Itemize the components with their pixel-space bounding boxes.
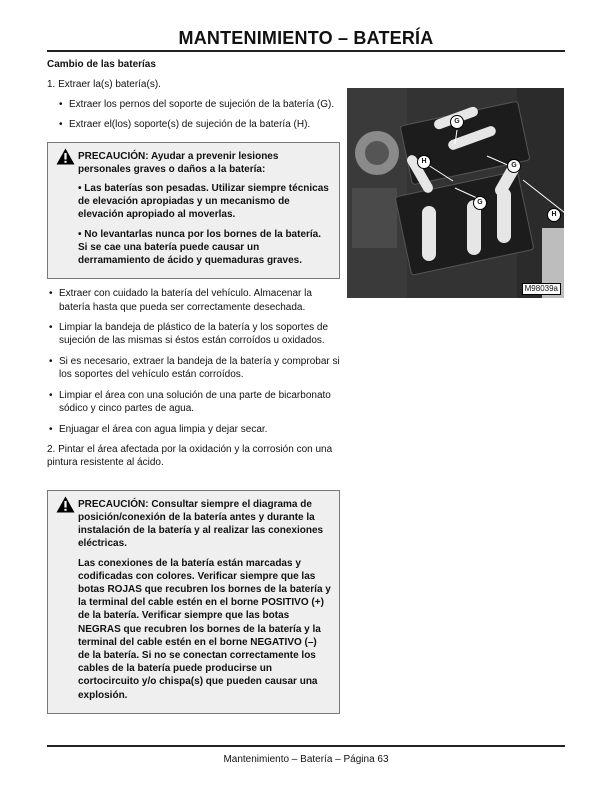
caution-point: • No levantarlas nunca por los bornes de la batería. Si se cae una batería puede causar un derramamiento de ácido y quemaduras graves. (78, 228, 322, 267)
callout-g: G (450, 115, 464, 129)
caution-box-lifting (47, 142, 340, 280)
callout-g: G (473, 196, 487, 210)
procedure-bullet: • Enjuagar el área con agua limpia y dejar secar. (47, 423, 340, 436)
procedure-bullet: • Si es necesario, extraer la bandeja de la batería y comprobar si los soportes del vehículo están corroídos. (47, 355, 340, 382)
page-title: MANTENIMIENTO – BATERÍA (178, 28, 434, 48)
procedure-bullet: • Limpiar el área con una solución de una parte de bicarbonato sódico y cinco partes de agua. (47, 389, 340, 416)
step-1: 1. Extraer la(s) batería(s). (47, 79, 161, 91)
step1-bullet: • Extraer los pernos del soporte de sujeción de la batería (G). (57, 98, 340, 111)
procedure-bullet: • Limpiar la bandeja de plástico de la batería y los soportes de sujeción de las mismas si éstos están corroídos u oxidados. (47, 321, 340, 348)
warning-triangle-icon (56, 496, 78, 557)
footer-rule (47, 745, 565, 747)
warning-triangle-icon (56, 148, 78, 182)
step1-bullet: • Extraer el(los) soporte(s) de sujeción de la batería (H). (57, 118, 340, 131)
section-heading: Cambio de las baterías (47, 59, 156, 70)
text-column (47, 58, 340, 722)
caution-point: • Las baterías son pesadas. Utilizar siempre técnicas de elevación apropiadas y un mecanismo de elevación apropiado al moverlas. (78, 183, 329, 221)
procedure-bullet: • Extraer con cuidado la batería del vehículo. Almacenar la batería hasta que pueda ser correctamente desechada. (47, 287, 340, 314)
callout-h: H (547, 208, 561, 222)
step-2: 2. Pintar el área afectada por la oxidación y la corrosión con una pintura resistente al ácido. (47, 443, 333, 469)
callout-h: H (417, 155, 431, 169)
caution-heading: PRECAUCIÓN: Consultar siempre el diagrama de posición/conexión de la batería antes y durante la instalación de la batería y al realizar las conexiones eléctricas. (78, 498, 324, 550)
caution-heading: PRECAUCIÓN: Ayudar a prevenir lesiones personales graves o daños a la batería: (78, 150, 279, 175)
battery-photo (347, 88, 564, 298)
figure-id: M98039a (522, 283, 561, 295)
callout-g: G (507, 159, 521, 173)
caution-point: Las conexiones de la batería están marcadas y codificadas con colores. Verificar siempre que las botas ROJAS que recubren los bornes de la batería y la terminal del cable estén en el borne POSITIVO (+) de la batería. Verificar siempre que las botas NEGRAS que recubren los bornes de la batería y la terminal del cable estén en el borne NEGATIVO (–) de la batería. Si no se conectan correctamente los cables de la batería puede producirse un cortocircuito y/o chispa(s) que pueden causar una explosión. (78, 557, 331, 701)
page-footer: Mantenimiento – Batería – Página 63 (223, 754, 389, 765)
caution-box-connection (47, 490, 340, 714)
title-rule (47, 50, 565, 52)
